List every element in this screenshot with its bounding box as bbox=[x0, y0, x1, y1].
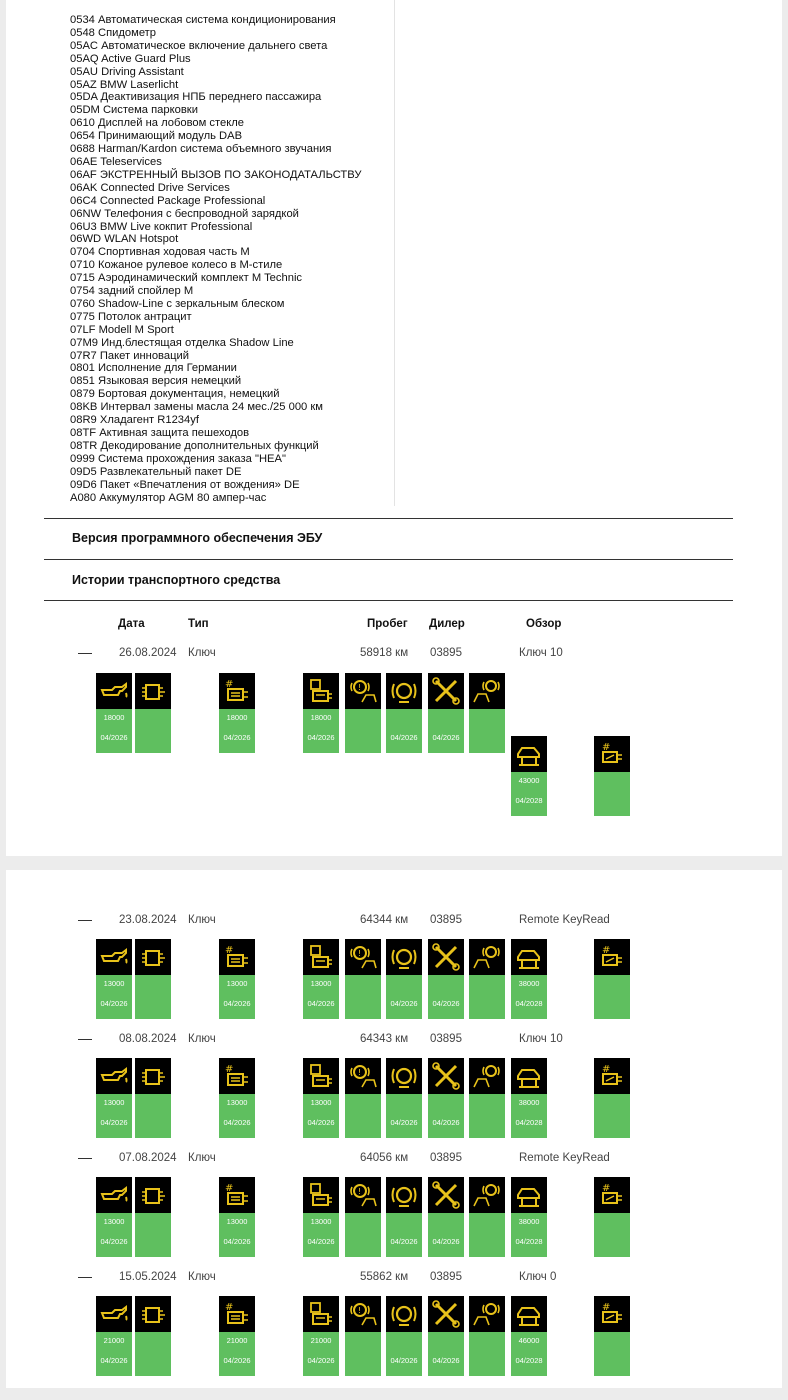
tile-mileage: 43000 bbox=[518, 776, 540, 785]
entry-type: Ключ bbox=[188, 1152, 216, 1164]
option-list bbox=[70, 14, 361, 504]
brake-pads-rear-icon bbox=[469, 939, 505, 975]
tile-date: 04/2026 bbox=[223, 999, 251, 1008]
tile-date: 04/2026 bbox=[307, 1237, 335, 1246]
entry-review: Ключ 0 bbox=[519, 1271, 557, 1283]
entry-review: Ключ 10 bbox=[519, 647, 563, 659]
entry-mileage: 64056 км bbox=[360, 1152, 409, 1164]
option-item: 0715 Аэродинамический комплект M Technic bbox=[70, 272, 303, 285]
brake-pads-rear-icon bbox=[469, 1058, 505, 1094]
vehicle-check-icon bbox=[219, 1058, 255, 1094]
option-item: 0710 Кожаное рулевое колесо в M-стиле bbox=[70, 259, 283, 272]
option-item: 0688 Harman/Kardon система объемного звучания bbox=[70, 143, 332, 156]
service-tile bbox=[386, 1296, 422, 1376]
option-item: 0851 Языковая версия немецкий bbox=[70, 375, 242, 388]
service-tile bbox=[428, 1177, 464, 1257]
brake-pads-front-icon bbox=[345, 939, 381, 975]
service-tile bbox=[428, 673, 464, 753]
service-tile bbox=[303, 1058, 339, 1138]
svg-text:#: # bbox=[225, 679, 234, 690]
tile-date: 04/2026 bbox=[100, 999, 128, 1008]
entry-mileage: 64344 км bbox=[360, 914, 409, 926]
service-tile bbox=[469, 1296, 505, 1376]
service-tile bbox=[469, 1177, 505, 1257]
entry-dealer: 03895 bbox=[430, 1033, 462, 1045]
option-item: 07R7 Пакет инноваций bbox=[70, 349, 189, 362]
entry-mileage: 58918 км bbox=[360, 647, 409, 659]
entry-mileage: 55862 км bbox=[360, 1271, 409, 1283]
service-tools-icon bbox=[428, 1177, 464, 1213]
brake-pads-front-icon bbox=[345, 1296, 381, 1332]
service-tile bbox=[219, 1296, 255, 1376]
fuel-filter-icon bbox=[303, 939, 339, 975]
option-item: 0760 Shadow-Line с зеркальным блеском bbox=[70, 297, 285, 310]
entry-type: Ключ bbox=[188, 914, 216, 926]
vehicle-check-icon bbox=[219, 673, 255, 709]
option-item: 0801 Исполнение для Германии bbox=[70, 362, 237, 375]
service-tools-icon bbox=[428, 1058, 464, 1094]
service-tile bbox=[469, 939, 505, 1019]
column-header-review: Обзор bbox=[526, 618, 562, 630]
oil-can-icon bbox=[96, 1058, 132, 1094]
tile-mileage: 18000 bbox=[226, 713, 248, 722]
service-tile bbox=[303, 1177, 339, 1257]
brake-pads-rear-icon bbox=[469, 1296, 505, 1332]
tile-date: 04/2028 bbox=[515, 999, 543, 1008]
tile-mileage: 38000 bbox=[518, 1098, 540, 1107]
entry-type: Ключ bbox=[188, 1033, 216, 1045]
service-tools-icon bbox=[428, 673, 464, 709]
oil-can-icon bbox=[96, 1177, 132, 1213]
history-section-title[interactable]: Истории транспортного средства bbox=[72, 573, 281, 587]
brake-fluid-icon bbox=[386, 1296, 422, 1332]
service-tile bbox=[96, 939, 132, 1019]
option-item: 0754 задний спойлер M bbox=[70, 285, 194, 298]
option-item: 08TR Декодирование дополнительных функций bbox=[70, 439, 319, 452]
diesel-filter-icon bbox=[135, 673, 171, 709]
tile-date: 04/2026 bbox=[307, 1118, 335, 1127]
service-tile bbox=[219, 1058, 255, 1138]
service-tile bbox=[428, 1296, 464, 1376]
entry-dealer: 03895 bbox=[430, 914, 462, 926]
tile-mileage: 13000 bbox=[310, 1098, 332, 1107]
service-tile bbox=[345, 1177, 381, 1257]
car-lift-icon bbox=[511, 736, 547, 772]
service-tile bbox=[135, 1058, 171, 1138]
service-tile bbox=[386, 939, 422, 1019]
service-tile bbox=[594, 1296, 630, 1376]
option-item: 09D5 Развлекательный пакет DE bbox=[70, 465, 242, 478]
microfilter-icon bbox=[594, 736, 630, 772]
option-item: 0999 Система прохождения заказа "HEA" bbox=[70, 452, 286, 465]
option-item: 06AK Connected Drive Services bbox=[70, 181, 230, 194]
option-item: 05DA Деактивизация НПБ переднего пассажира bbox=[70, 91, 322, 104]
entry-date: 08.08.2024 bbox=[119, 1033, 177, 1045]
option-item: 06C4 Connected Package Professional bbox=[70, 194, 266, 207]
report-page-2 bbox=[6, 870, 782, 1388]
svg-text:#: # bbox=[225, 945, 234, 956]
option-item: A080 Аккумулятор AGM 80 ампер-час bbox=[70, 491, 267, 504]
service-tile bbox=[345, 939, 381, 1019]
tile-mileage: 13000 bbox=[226, 979, 248, 988]
svg-text:#: # bbox=[225, 1302, 234, 1313]
tile-date: 04/2028 bbox=[515, 1356, 543, 1365]
service-tile bbox=[345, 673, 381, 753]
service-tile bbox=[135, 1296, 171, 1376]
entry-dealer: 03895 bbox=[430, 1152, 462, 1164]
option-item: 07LF Modell M Sport bbox=[70, 323, 174, 336]
service-tile bbox=[96, 1177, 132, 1257]
service-tools-icon bbox=[428, 939, 464, 975]
brake-pads-front-icon bbox=[345, 673, 381, 709]
oil-can-icon bbox=[96, 939, 132, 975]
svg-text:#: # bbox=[602, 742, 611, 753]
service-tile bbox=[135, 673, 171, 753]
collapse-toggle[interactable]: — bbox=[78, 644, 92, 660]
service-tile bbox=[96, 1296, 132, 1376]
divider bbox=[44, 518, 733, 519]
service-tile bbox=[219, 673, 255, 753]
option-item: 08KB Интервал замены масла 24 мес./25 000 км bbox=[70, 401, 323, 414]
entry-type: Ключ bbox=[188, 1271, 216, 1283]
tile-date: 04/2026 bbox=[432, 1118, 460, 1127]
tile-date: 04/2026 bbox=[100, 1237, 128, 1246]
svg-text:#: # bbox=[225, 1064, 234, 1075]
tile-mileage: 38000 bbox=[518, 1217, 540, 1226]
option-item: 0548 Спидометр bbox=[70, 26, 157, 39]
svg-text:!: ! bbox=[358, 1306, 362, 1315]
tile-date: 04/2026 bbox=[100, 733, 128, 742]
column-header-mileage: Пробег bbox=[367, 618, 408, 630]
svg-text:#: # bbox=[602, 1183, 611, 1194]
diesel-filter-icon bbox=[135, 1177, 171, 1213]
service-tile bbox=[303, 939, 339, 1019]
car-lift-icon bbox=[511, 1177, 547, 1213]
option-item: 05AQ Active Guard Plus bbox=[70, 52, 191, 65]
brake-pads-front-icon bbox=[345, 1177, 381, 1213]
entry-review: Remote KeyRead bbox=[519, 1152, 610, 1164]
svg-text:!: ! bbox=[358, 949, 362, 958]
service-tile bbox=[303, 673, 339, 753]
tile-date: 04/2026 bbox=[432, 733, 460, 742]
brake-pads-front-icon bbox=[345, 1058, 381, 1094]
tile-mileage: 21000 bbox=[310, 1336, 332, 1345]
entry-date: 15.05.2024 bbox=[119, 1271, 177, 1283]
service-tile bbox=[219, 939, 255, 1019]
svg-text:#: # bbox=[225, 1183, 234, 1194]
diesel-filter-icon bbox=[135, 1296, 171, 1332]
service-tile bbox=[511, 1058, 547, 1138]
entry-mileage: 64343 км bbox=[360, 1033, 409, 1045]
tile-date: 04/2026 bbox=[223, 1118, 251, 1127]
option-item: 06U3 BMW Live кокпит Professional bbox=[70, 220, 253, 233]
service-tile bbox=[594, 1058, 630, 1138]
tile-mileage: 21000 bbox=[103, 1336, 125, 1345]
entry-date: 26.08.2024 bbox=[119, 647, 177, 659]
collapse-toggle[interactable]: — bbox=[78, 1268, 92, 1284]
service-tile bbox=[594, 1177, 630, 1257]
tile-date: 04/2026 bbox=[223, 733, 251, 742]
tile-date: 04/2026 bbox=[307, 733, 335, 742]
tile-date: 04/2026 bbox=[307, 999, 335, 1008]
option-item: 07M9 Инд.блестящая отделка Shadow Line bbox=[70, 336, 294, 349]
vehicle-check-icon bbox=[219, 939, 255, 975]
service-tile bbox=[511, 1296, 547, 1376]
service-tile bbox=[386, 1177, 422, 1257]
tile-date: 04/2026 bbox=[223, 1356, 251, 1365]
vehicle-check-icon bbox=[219, 1296, 255, 1332]
service-tile bbox=[345, 1058, 381, 1138]
tile-mileage: 21000 bbox=[226, 1336, 248, 1345]
option-item: 05AU Driving Assistant bbox=[70, 65, 184, 78]
service-tile bbox=[386, 1058, 422, 1138]
service-tile bbox=[511, 736, 547, 816]
service-tile bbox=[345, 1296, 381, 1376]
column-header-dealer: Дилер bbox=[429, 618, 465, 630]
car-lift-icon bbox=[511, 939, 547, 975]
oil-can-icon bbox=[96, 673, 132, 709]
brake-pads-rear-icon bbox=[469, 1177, 505, 1213]
brake-fluid-icon bbox=[386, 1058, 422, 1094]
tile-date: 04/2026 bbox=[100, 1356, 128, 1365]
service-tile bbox=[469, 673, 505, 753]
tile-mileage: 13000 bbox=[310, 1217, 332, 1226]
ecu-section-title[interactable]: Версия программного обеспечения ЭБУ bbox=[72, 531, 323, 545]
tile-mileage: 13000 bbox=[103, 979, 125, 988]
service-tile bbox=[386, 673, 422, 753]
service-tile bbox=[428, 939, 464, 1019]
microfilter-icon bbox=[594, 1177, 630, 1213]
collapse-toggle[interactable]: — bbox=[78, 1030, 92, 1046]
tile-date: 04/2026 bbox=[432, 1356, 460, 1365]
option-item: 08R9 Хладагент R1234yf bbox=[70, 414, 199, 427]
divider bbox=[44, 600, 733, 601]
divider bbox=[44, 559, 733, 560]
fuel-filter-icon bbox=[303, 1177, 339, 1213]
service-tile bbox=[219, 1177, 255, 1257]
option-item: 0534 Автоматическая система кондиционирования bbox=[70, 14, 336, 26]
option-item: 05AC Автоматическое включение дальнего света bbox=[70, 39, 328, 52]
entry-review: Remote KeyRead bbox=[519, 914, 610, 926]
brake-pads-rear-icon bbox=[469, 673, 505, 709]
svg-text:#: # bbox=[602, 1302, 611, 1313]
service-tile bbox=[135, 1177, 171, 1257]
brake-fluid-icon bbox=[386, 1177, 422, 1213]
option-item: 0610 Дисплей на лобовом стекле bbox=[70, 117, 245, 130]
entry-dealer: 03895 bbox=[430, 1271, 462, 1283]
microfilter-icon bbox=[594, 1296, 630, 1332]
option-item: 05AZ BMW Laserlicht bbox=[70, 78, 179, 91]
brake-fluid-icon bbox=[386, 673, 422, 709]
collapse-toggle[interactable]: — bbox=[78, 911, 92, 927]
column-header-date: Дата bbox=[118, 618, 145, 630]
entry-type: Ключ bbox=[188, 647, 216, 659]
collapse-toggle[interactable]: — bbox=[78, 1149, 92, 1165]
option-item: 0879 Бортовая документация, немецкий bbox=[70, 388, 280, 401]
tile-date: 04/2026 bbox=[390, 1237, 418, 1246]
svg-text:!: ! bbox=[358, 683, 362, 692]
diesel-filter-icon bbox=[135, 1058, 171, 1094]
fuel-filter-icon bbox=[303, 1058, 339, 1094]
option-item: 0775 Потолок антрацит bbox=[70, 310, 192, 323]
tile-date: 04/2026 bbox=[390, 1118, 418, 1127]
entry-date: 23.08.2024 bbox=[119, 914, 177, 926]
fuel-filter-icon bbox=[303, 1296, 339, 1332]
tile-mileage: 46000 bbox=[518, 1336, 540, 1345]
option-item: 08TF Активная защита пешеходов bbox=[70, 427, 250, 439]
entry-dealer: 03895 bbox=[430, 647, 462, 659]
service-tools-icon bbox=[428, 1296, 464, 1332]
microfilter-icon bbox=[594, 1058, 630, 1094]
option-item: 06AF ЭКСТРЕННЫЙ ВЫЗОВ ПО ЗАКОНОДАТАЛЬСТВУ bbox=[70, 168, 362, 181]
tile-date: 04/2028 bbox=[515, 1118, 543, 1127]
service-tile bbox=[96, 673, 132, 753]
svg-text:#: # bbox=[602, 945, 611, 956]
tile-date: 04/2026 bbox=[390, 733, 418, 742]
tile-date: 04/2026 bbox=[390, 999, 418, 1008]
car-lift-icon bbox=[511, 1296, 547, 1332]
service-tile bbox=[303, 1296, 339, 1376]
option-item: 05DM Система парковки bbox=[70, 104, 198, 117]
tile-mileage: 13000 bbox=[310, 979, 332, 988]
tile-mileage: 13000 bbox=[226, 1217, 248, 1226]
tile-date: 04/2028 bbox=[515, 796, 543, 805]
option-item: 09D6 Пакет «Впечатления от вождения» DE bbox=[70, 478, 300, 491]
service-tile bbox=[594, 736, 630, 816]
tile-date: 04/2026 bbox=[307, 1356, 335, 1365]
service-tile bbox=[511, 939, 547, 1019]
service-tile bbox=[469, 1058, 505, 1138]
svg-text:!: ! bbox=[358, 1068, 362, 1077]
brake-fluid-icon bbox=[386, 939, 422, 975]
car-lift-icon bbox=[511, 1058, 547, 1094]
vehicle-check-icon bbox=[219, 1177, 255, 1213]
tile-mileage: 18000 bbox=[103, 713, 125, 722]
tile-date: 04/2026 bbox=[432, 1237, 460, 1246]
microfilter-icon bbox=[594, 939, 630, 975]
entry-review: Ключ 10 bbox=[519, 1033, 563, 1045]
svg-text:#: # bbox=[602, 1064, 611, 1075]
tile-mileage: 13000 bbox=[103, 1098, 125, 1107]
column-header-type: Тип bbox=[188, 618, 209, 630]
fuel-filter-icon bbox=[303, 673, 339, 709]
option-item: 0654 Принимающий модуль DAB bbox=[70, 130, 243, 143]
tile-date: 04/2026 bbox=[223, 1237, 251, 1246]
option-item: 0704 Спортивная ходовая часть M bbox=[70, 246, 250, 259]
service-tile bbox=[511, 1177, 547, 1257]
column-divider bbox=[394, 0, 395, 506]
option-item: 06AE Teleservices bbox=[70, 155, 162, 168]
report-page-1 bbox=[6, 0, 782, 856]
tile-mileage: 18000 bbox=[310, 713, 332, 722]
svg-text:!: ! bbox=[358, 1187, 362, 1196]
oil-can-icon bbox=[96, 1296, 132, 1332]
service-tile bbox=[135, 939, 171, 1019]
service-tile bbox=[428, 1058, 464, 1138]
tile-date: 04/2026 bbox=[390, 1356, 418, 1365]
entry-date: 07.08.2024 bbox=[119, 1152, 177, 1164]
diesel-filter-icon bbox=[135, 939, 171, 975]
service-tile bbox=[96, 1058, 132, 1138]
tile-mileage: 13000 bbox=[103, 1217, 125, 1226]
service-tile bbox=[594, 939, 630, 1019]
tile-date: 04/2026 bbox=[100, 1118, 128, 1127]
tile-date: 04/2028 bbox=[515, 1237, 543, 1246]
tile-mileage: 13000 bbox=[226, 1098, 248, 1107]
option-item: 06WD WLAN Hotspot bbox=[70, 233, 179, 246]
tile-date: 04/2026 bbox=[432, 999, 460, 1008]
option-item: 06NW Телефония с беспроводной зарядкой bbox=[70, 207, 299, 220]
tile-mileage: 38000 bbox=[518, 979, 540, 988]
